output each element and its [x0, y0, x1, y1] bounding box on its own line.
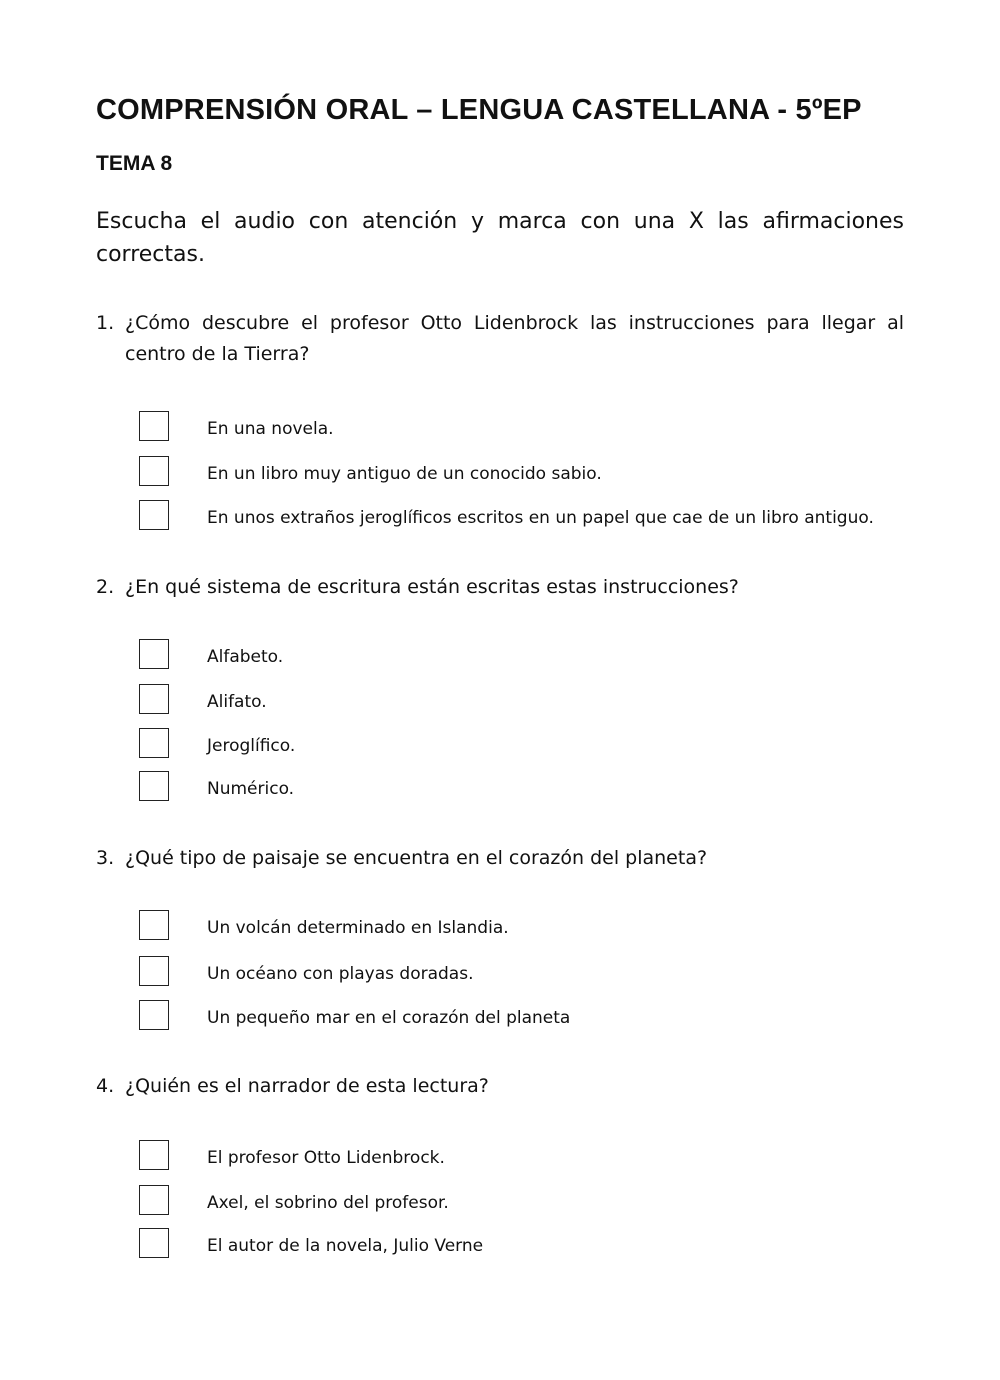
question-number: 1. — [96, 312, 115, 334]
option-label: Un volcán determinado en Islandia. — [207, 918, 509, 938]
question-text: ¿Cómo descubre el profesor Otto Lidenbrock las instrucciones para llegar al centro de la Tierra? — [125, 312, 904, 365]
question-1 — [96, 308, 904, 370]
option-label: En un libro muy antiguo de un conocido sabio. — [207, 464, 602, 484]
option-label: Alfabeto. — [207, 647, 284, 667]
answer-checkbox[interactable] — [139, 910, 169, 940]
option-label: Un océano con playas doradas. — [207, 964, 474, 984]
answer-checkbox[interactable] — [139, 500, 169, 530]
page-title: COMPRENSIÓN ORAL – LENGUA CASTELLANA - 5ºEP — [96, 94, 862, 126]
answer-checkbox[interactable] — [139, 639, 169, 669]
question-number: 3. — [96, 847, 115, 869]
question-text: ¿En qué sistema de escritura están escritas estas instrucciones? — [125, 576, 739, 598]
answer-checkbox[interactable] — [139, 1140, 169, 1170]
page-subtitle: TEMA 8 — [96, 152, 173, 175]
answer-checkbox[interactable] — [139, 728, 169, 758]
answer-checkbox[interactable] — [139, 684, 169, 714]
option-label: En unos extraños jeroglíficos escritos en un papel que cae de un libro antiguo. — [207, 508, 874, 528]
answer-checkbox[interactable] — [139, 456, 169, 486]
question-text: ¿Quién es el narrador de esta lectura? — [125, 1075, 489, 1097]
answer-checkbox[interactable] — [139, 1185, 169, 1215]
question-2 — [96, 572, 904, 603]
answer-checkbox[interactable] — [139, 1228, 169, 1258]
option-label: El profesor Otto Lidenbrock. — [207, 1148, 445, 1168]
instructions: Escucha el audio con atención y marca con una X las afirmaciones correctas. — [96, 209, 904, 267]
answer-checkbox[interactable] — [139, 411, 169, 441]
option-label: Un pequeño mar en el corazón del planeta — [207, 1008, 571, 1028]
option-label: Axel, el sobrino del profesor. — [207, 1193, 449, 1213]
answer-checkbox[interactable] — [139, 956, 169, 986]
option-label: En una novela. — [207, 419, 334, 439]
option-label: El autor de la novela, Julio Verne — [207, 1236, 484, 1256]
question-4 — [96, 1071, 904, 1102]
answer-checkbox[interactable] — [139, 771, 169, 801]
option-label: Alifato. — [207, 692, 267, 712]
question-3 — [96, 843, 904, 874]
question-number: 2. — [96, 576, 115, 598]
question-number: 4. — [96, 1075, 115, 1097]
option-label: Jeroglífico. — [207, 736, 296, 756]
answer-checkbox[interactable] — [139, 1000, 169, 1030]
question-text: ¿Qué tipo de paisaje se encuentra en el corazón del planeta? — [125, 847, 708, 869]
option-label: Numérico. — [207, 779, 295, 799]
